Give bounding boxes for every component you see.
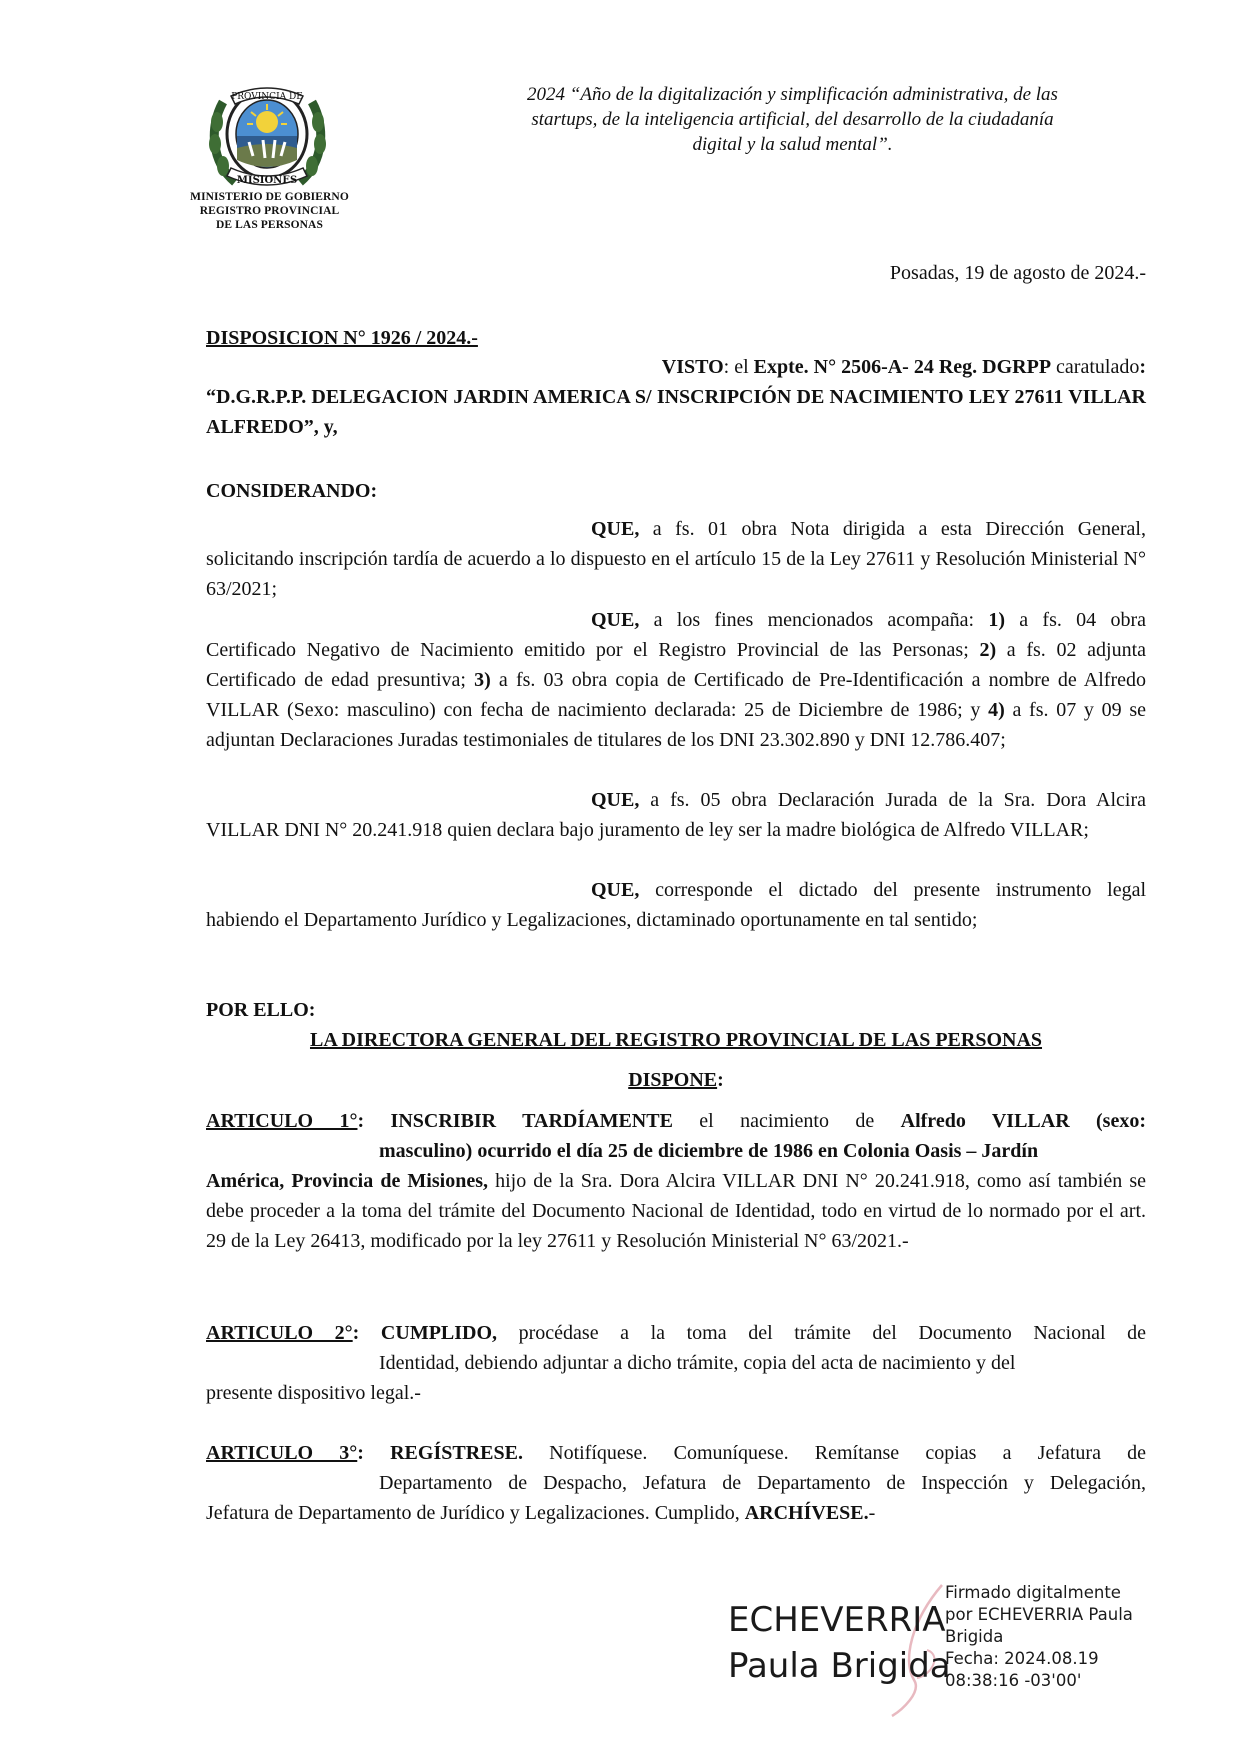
crest-bottom-text: MISIONES bbox=[236, 175, 298, 186]
article-3-line-3-text: Jefatura de Departamento de Jurídico y Legalizaciones. Cumplido, bbox=[206, 1502, 745, 1524]
signature-info-line: por ECHEVERRIA Paula bbox=[945, 1605, 1133, 1624]
que-label: QUE, bbox=[591, 879, 640, 901]
ministry-line: MINISTERIO DE GOBIERNO bbox=[190, 191, 349, 203]
visto-expte: Expte. N° 2506-A- 24 Reg. DGRPP bbox=[753, 356, 1052, 378]
considerando-p1 bbox=[206, 514, 1146, 604]
considerando-heading bbox=[206, 476, 1146, 506]
visto-line bbox=[206, 352, 1146, 382]
disposition-title-text: DISPOSICION N° 1926 / 2024.- bbox=[206, 327, 478, 349]
article-2-label: ARTICULO 2° bbox=[206, 1322, 353, 1344]
visto-colon: : bbox=[1139, 356, 1146, 378]
article-1-rest bbox=[206, 1166, 1146, 1256]
dispone-heading bbox=[206, 1065, 1146, 1095]
signature-info-line: Fecha: 2024.08.19 bbox=[945, 1649, 1099, 1668]
article-1-line-2 bbox=[206, 1136, 1146, 1166]
considerando-p4-text: corresponde el dictado del presente instrumento legal habiendo el Departamento Jurídico y Legalizaciones, dictaminado oportunamente en tal sentido; bbox=[206, 879, 1146, 931]
considerando-p4 bbox=[206, 875, 1146, 935]
item-number: 1) bbox=[988, 609, 1005, 631]
authority-line bbox=[206, 1025, 1146, 1055]
article-3-line-3 bbox=[206, 1498, 1146, 1528]
por-ello bbox=[206, 995, 1146, 1025]
item-number: 2) bbox=[979, 639, 997, 661]
visto-label: VISTO bbox=[661, 356, 724, 378]
motto-line: 2024 “Año de la digitalización y simplificación administrativa, de las bbox=[527, 84, 1058, 105]
considerando-p1-text: a fs. 01 obra Nota dirigida a esta Dirección General, solicitando inscripción tardía de acuerdo a lo dispuesto en el artículo 15 de la Ley 27611 y Resolución Ministerial N° 63/2021; bbox=[206, 518, 1146, 600]
article-3-end: - bbox=[868, 1502, 876, 1524]
article-1-line-2-text: masculino) ocurrido el día 25 de diciembre de 1986 en Colonia Oasis – Jardín bbox=[379, 1140, 1039, 1162]
que-label: QUE, bbox=[591, 518, 640, 540]
article-1 bbox=[206, 1106, 1146, 1256]
visto-text-2: caratulado bbox=[1051, 356, 1140, 378]
article-1-rest-text: hijo de la Sra. Dora Alcira VILLAR DNI N° 20.241.918, como así también se debe proceder a la toma del trámite del Documento Nacional de Identidad, todo en virtud de lo normado por el art. 29 de la Ley 26413, modificado por la ley 27611 y Resolución Ministerial N° 63/2021.- bbox=[206, 1170, 1146, 1252]
article-3 bbox=[206, 1438, 1146, 1528]
archivese: ARCHÍVESE. bbox=[744, 1502, 869, 1524]
signature-info-line: 08:38:16 -03'00' bbox=[945, 1671, 1082, 1690]
authority-text: LA DIRECTORA GENERAL DEL REGISTRO PROVINCIAL DE LAS PERSONAS bbox=[309, 1029, 1043, 1051]
article-3-action: REGÍSTRESE. bbox=[363, 1442, 523, 1464]
motto-line: digital y la salud mental”. bbox=[692, 134, 893, 155]
article-2-text: procédase a la toma del trámite del Documento Nacional de bbox=[497, 1322, 1146, 1344]
article-1-text: el nacimiento de bbox=[672, 1110, 901, 1132]
province-crest-logo bbox=[205, 82, 330, 194]
visto-section bbox=[206, 352, 1146, 442]
year-motto bbox=[470, 82, 1115, 157]
article-3-line-1 bbox=[206, 1438, 1146, 1468]
considerando-p2-text: a fs. 07 y 09 se adjuntan Declaraciones Juradas testimoniales de titulares de los DNI 23.302.890 y DNI 12.786.407; bbox=[206, 699, 1146, 751]
article-1-action: INSCRIBIR TARDÍAMENTE bbox=[364, 1110, 673, 1132]
disposition-title bbox=[206, 323, 1146, 353]
considerando-p2-text: a fs. 02 adjunta Certificado de edad presuntiva; bbox=[206, 639, 1146, 691]
article-2-line-1 bbox=[206, 1318, 1146, 1348]
que-label: QUE, bbox=[591, 609, 640, 631]
ministry-label bbox=[172, 190, 367, 232]
signer-name-line-1: ECHEVERRIA bbox=[728, 1600, 946, 1640]
article-3-text: Notifíquese. Comuníquese. Remítanse copias a Jefatura de bbox=[522, 1442, 1146, 1464]
por-ello-text: POR ELLO: bbox=[206, 999, 316, 1021]
item-number: 3) bbox=[474, 669, 491, 691]
crest-top-text: PROVINCIA DE bbox=[231, 92, 303, 102]
article-2-line-3: presente dispositivo legal.- bbox=[206, 1382, 421, 1404]
motto-line: startups, de la inteligencia artificial, del desarrollo de la ciudadanía bbox=[531, 109, 1054, 130]
signer-name-line-2: Paula Brigida bbox=[728, 1646, 951, 1686]
article-colon: : bbox=[357, 1442, 364, 1464]
signature-info-line: Firmado digitalmente bbox=[945, 1583, 1121, 1602]
dispone-text: DISPONE bbox=[628, 1069, 718, 1091]
article-1-line-1 bbox=[206, 1106, 1146, 1136]
article-2-line-2: Identidad, debiendo adjuntar a dicho trámite, copia del acta de nacimiento y del bbox=[379, 1352, 1016, 1374]
considerando-p2-text: a los fines mencionados acompaña: bbox=[639, 609, 989, 631]
article-1-name: Alfredo VILLAR (sexo: bbox=[900, 1110, 1147, 1132]
dispone-colon: : bbox=[717, 1069, 724, 1091]
article-1-label: ARTICULO 1° bbox=[206, 1110, 358, 1132]
considerando-p2-text: a fs. 04 obra Certificado Negativo de Nacimiento emitido por el Registro Provincial de las Personas; bbox=[206, 609, 1146, 661]
visto-caratula-text: “D.G.R.P.P. DELEGACION JARDIN AMERICA S/ INSCRIPCIÓN DE NACIMIENTO LEY 27611 VILLAR ALFREDO”, y, bbox=[206, 386, 1146, 438]
article-2-action: CUMPLIDO, bbox=[359, 1322, 498, 1344]
signature-info bbox=[945, 1582, 1133, 1692]
article-2 bbox=[206, 1318, 1146, 1408]
ministry-line: DE LAS PERSONAS bbox=[216, 219, 323, 231]
article-3-label: ARTICULO 3° bbox=[206, 1442, 358, 1464]
article-colon: : bbox=[352, 1322, 360, 1344]
ministry-line: REGISTRO PROVINCIAL bbox=[199, 205, 340, 217]
article-colon: : bbox=[357, 1110, 365, 1132]
considerando-heading-text: CONSIDERANDO: bbox=[206, 480, 378, 502]
considerando-p3 bbox=[206, 785, 1146, 845]
visto-text: : el bbox=[723, 356, 754, 378]
signature-info-line: Brigida bbox=[945, 1627, 1004, 1646]
item-number: 4) bbox=[988, 699, 1005, 721]
que-label: QUE, bbox=[591, 789, 640, 811]
article-1-place: América, Provincia de Misiones, bbox=[206, 1170, 488, 1192]
considerando-p3-text: a fs. 05 obra Declaración Jurada de la Sra. Dora Alcira VILLAR DNI N° 20.241.918 quien declara bajo juramento de ley ser la madre biológica de Alfredo VILLAR; bbox=[206, 789, 1146, 841]
document-date: Posadas, 19 de agosto de 2024.- bbox=[889, 262, 1146, 284]
visto-caratula bbox=[206, 382, 1146, 442]
considerando-p2-text: a fs. 03 obra copia de Certificado de Pre-Identificación a nombre de Alfredo VILLAR (Sexo: masculino) con fecha de nacimiento declarada: 25 de Diciembre de 1986; y bbox=[206, 669, 1146, 721]
signer-name bbox=[728, 1597, 951, 1689]
considerando-p2 bbox=[206, 605, 1146, 755]
article-3-line-2: Departamento de Despacho, Jefatura de Departamento de Inspección y Delegación, bbox=[379, 1472, 1146, 1494]
